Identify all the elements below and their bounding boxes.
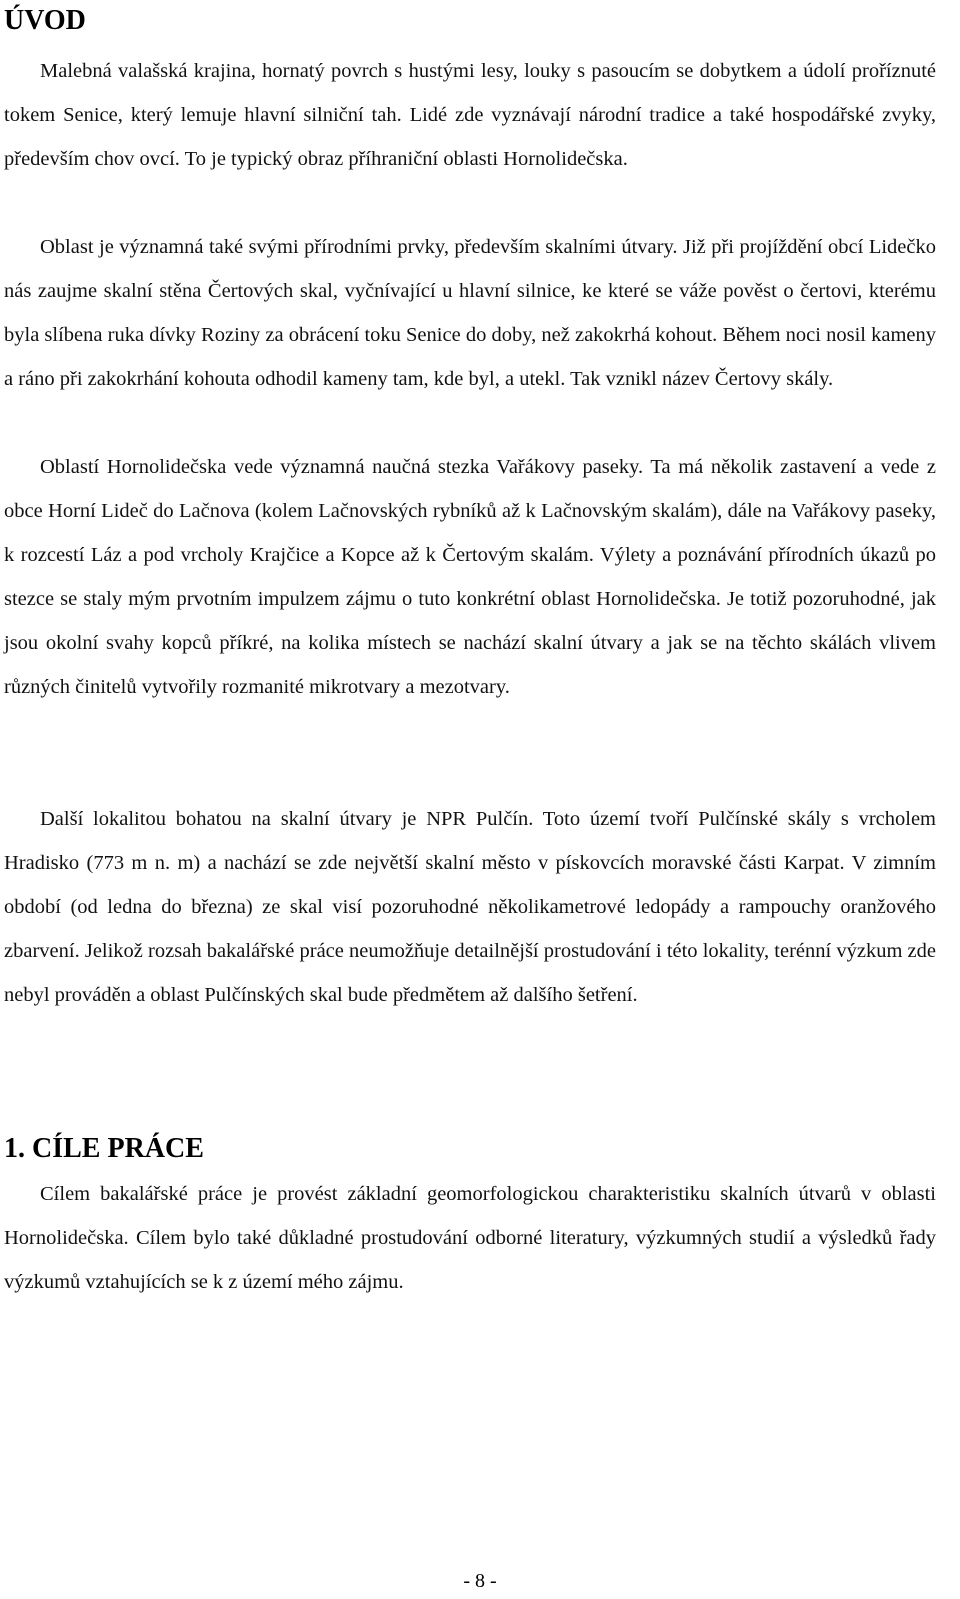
intro-paragraph-1: Malebná valašská krajina, hornatý povrch s hustými lesy, louky s pasoucím se dobytkem a údolí proříznuté tokem Senice, který lemuje hlavní silniční tah. Lidé zde vyznávají národní tradice a také hospodářské zvyky, především chov ovcí. To je typický obraz příhraniční oblasti Hornolidečska. (4, 60, 936, 170)
goals-paragraph-1: Cílem bakalářské práce je provést základní geomorfologickou charakteristiku skalních útvarů v oblasti Hornolidečska. Cílem bylo také důkladné prostudování odborné literatury, výzkumných studií a výsledků řady výzkumů vztahujících se k z území mého zájmu. (4, 1183, 936, 1293)
section-heading-intro: ÚVOD (4, 5, 86, 36)
intro-paragraph-2: Oblast je významná také svými přírodními prvky, především skalními útvary. Již při projíždění obcí Lidečko nás zaujme skalní stěna Čertových skal, vyčnívající u hlavní silnice, ke které se váže pověst o čertovi, kterému byla slíbena ruka dívky Roziny za obrácení toku Senice do doby, než zakokrhá kohout. Během noci nosil kameny a ráno při zakokrhání kohouta odhodil kameny tam, kde byl, a utekl. Tak vznikl název Čertovy skály. (4, 236, 936, 390)
intro-paragraph-4: Další lokalitou bohatou na skalní útvary je NPR Pulčín. Toto území tvoří Pulčínské skály s vrcholem Hradisko (773 m n. m) a nachází se zde největší skalní město v pískovcích moravské části Karpat. V zimním období (od ledna do března) ze skal visí pozoruhodné několikametrové ledopády a rampouchy oranžového zbarvení. Jelikož rozsah bakalářské práce neumožňuje detailnější prostudování i této lokality, terénní výzkum zde nebyl prováděn a oblast Pulčínských skal bude předmětem až dalšího šetření. (4, 808, 936, 1006)
section-heading-goals: 1. CÍLE PRÁCE (4, 1133, 204, 1164)
intro-paragraph-3: Oblastí Hornolidečska vede významná naučná stezka Vařákovy paseky. Ta má několik zastavení a vede z obce Horní Lideč do Lačnova (kolem Lačnovských rybníků až k Lačnovským skalám), dále na Vařákovy paseky, k rozcestí Láz a pod vrcholy Krajčice a Kopce až k Čertovým skalám. Výlety a poznávání přírodních úkazů po stezce se staly mým prvotním impulzem zájmu o tuto konkrétní oblast Hornolidečska. Je totiž pozoruhodné, jak jsou okolní svahy kopců příkré, na kolika místech se nachází skalní útvary a jak se na těchto skálách vlivem různých činitelů vytvořily rozmanité mikrotvary a mezotvary. (4, 456, 936, 698)
page-number: - 8 - (463, 1570, 497, 1592)
